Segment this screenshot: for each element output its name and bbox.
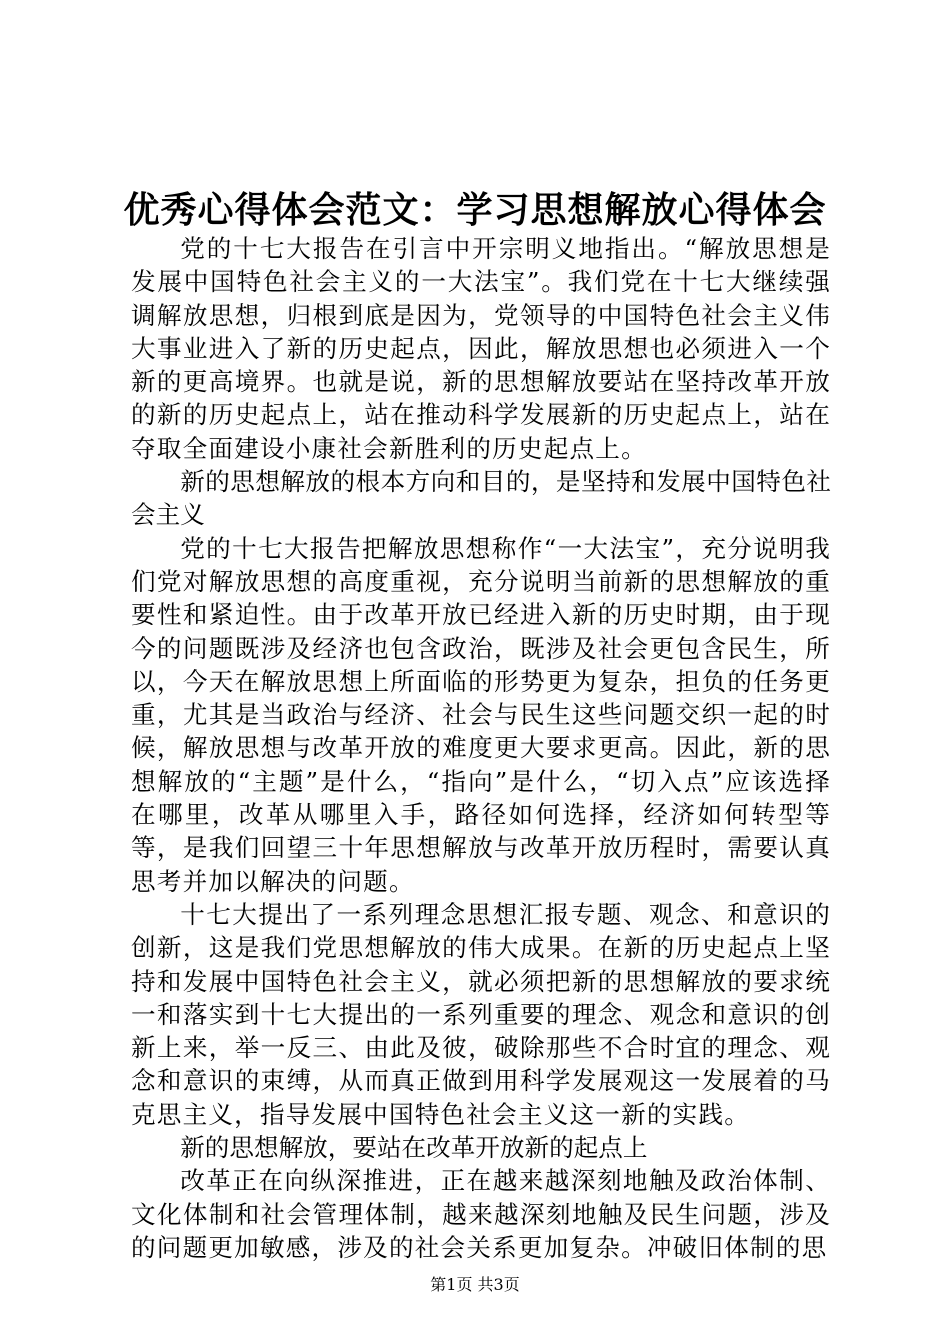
paragraph: 党的十七大报告把解放思想称作“一大法宝”，充分说明我们党对解放思想的高度重视，充分说明当前新的思想解放的重要性和紧迫性。由于改革开放已经进入新的历史时期，由于现今的问题既涉及经济也包含政治，既涉及社会更包含民生，所以，今天在解放思想上所面临的形势更为复杂，担负的任务更重，尤其是当政治与经济、社会与民生这些问题交织一起的时候，解放思想与改革开放的难度更大要求更高。因此，新的思想解放的“主题”是什么，“指向”是什么，“切入点”应该选择在哪里，改革从哪里入手，路径如何选择，经济如何转型等等，是我们回望三十年思想解放与改革开放历程时，需要认真思考并加以解决的问题。 [131,533,831,896]
paragraph: 十七大提出了一系列理念思想汇报专题、观念、和意识的创新，这是我们党思想解放的伟大成果。在新的历史起点上坚持和发展中国特色社会主义，就必须把新的思想解放的要求统一和落实到十七大提出的一系列重要的理念、观念和意识的创新上来，举一反三、由此及彼，破除那些不合时宜的理念、观念和意识的束缚，从而真正做到用科学发展观这一发展着的马克思主义，指导发展中国特色社会主义这一新的实践。 [131,899,831,1129]
section-heading: 新的思想解放的根本方向和目的，是坚持和发展中国特色社会主义 [131,467,831,530]
page-footer: 第1页 共3页 [430,1275,520,1294]
paragraph: 改革正在向纵深推进，正在越来越深刻地触及政治体制、文化体制和社会管理体制，越来越深刻地触及民生问题，涉及的问题更加敏感，涉及的社会关系更加复杂。冲破旧体制的思 [131,1166,831,1262]
paragraph: 党的十七大报告在引言中开宗明义地指出。“解放思想是发展中国特色社会主义的一大法宝”。我们党在十七大继续强调解放思想，归根到底是因为，党领导的中国特色社会主义伟大事业进入了新的历史起点，因此，解放思想也必须进入一个新的更高境界。也就是说，新的思想解放要站在坚持改革开放的新的历史起点上，站在推动科学发展新的历史起点上，站在夺取全面建设小康社会新胜利的历史起点上。 [131,234,831,463]
document-title: 优秀心得体会范文：学习思想解放心得体会 [123,189,827,231]
document-body [131,232,831,1264]
section-heading: 新的思想解放，要站在改革开放新的起点上 [180,1133,648,1163]
